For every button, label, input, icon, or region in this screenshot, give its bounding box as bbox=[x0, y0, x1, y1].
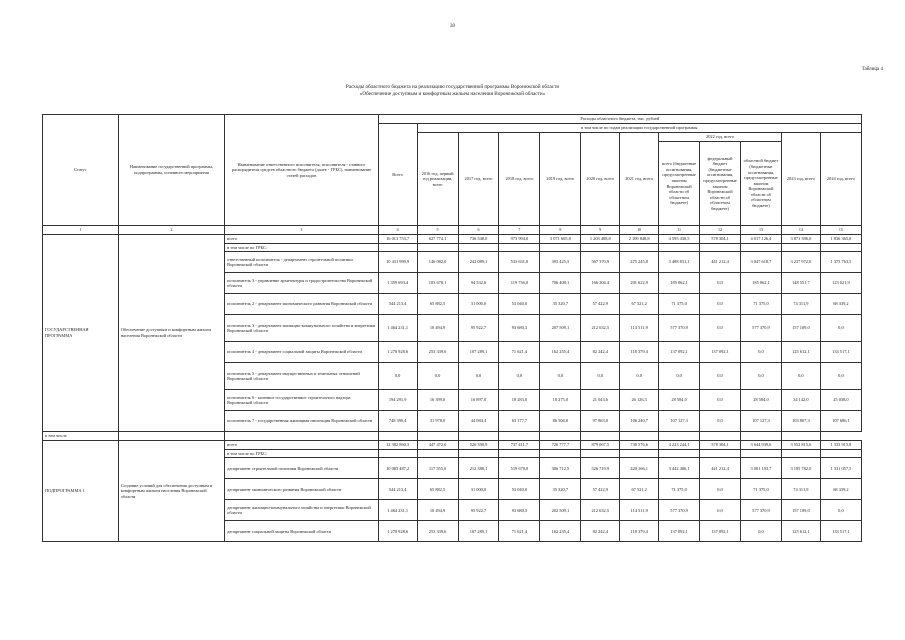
value-cell: 10 494,9 bbox=[417, 315, 458, 342]
value-cell: 107 289,1 bbox=[458, 521, 499, 542]
value-cell: 21 043,6 bbox=[581, 390, 620, 411]
value-cell bbox=[781, 449, 820, 458]
value-cell: 0,0 bbox=[740, 342, 781, 363]
value-cell: 95 922,7 bbox=[458, 500, 499, 521]
value-cell: 441 212,4 bbox=[700, 252, 741, 273]
value-cell: 207 509,1 bbox=[540, 315, 581, 342]
value-cell: 242 089,1 bbox=[458, 252, 499, 273]
value-cell: 3 071 605,8 bbox=[540, 234, 581, 243]
value-cell: 420 166,1 bbox=[620, 458, 659, 479]
value-cell: 4 017 126,4 bbox=[740, 234, 781, 243]
value-cell: 25 038,0 bbox=[820, 390, 861, 411]
column-number: 3 bbox=[225, 226, 379, 235]
column-number: 1 bbox=[43, 226, 119, 235]
value-cell: 3 442 406,1 bbox=[659, 458, 700, 479]
value-cell bbox=[700, 243, 741, 252]
value-cell bbox=[659, 243, 700, 252]
value-cell: 185 062,1 bbox=[659, 273, 700, 294]
value-cell: 71 375,0 bbox=[740, 294, 781, 315]
value-cell: 0,0 bbox=[620, 363, 659, 390]
value-cell: 16 897,0 bbox=[458, 390, 499, 411]
value-cell bbox=[581, 449, 620, 458]
header-program-name: Наименование государственной программы, подпрограммы, основного мероприятия bbox=[118, 115, 224, 226]
value-cell bbox=[820, 449, 861, 458]
value-cell bbox=[540, 449, 581, 458]
value-cell: 0,0 bbox=[700, 479, 741, 500]
header-2022-regional: областной бюджет (бюджетные ассигнования, предусмотренные законом Воронежской области об областном бюджете) bbox=[740, 142, 781, 226]
value-cell: 57 422,9 bbox=[581, 294, 620, 315]
header-2018: 2018 год, всего bbox=[499, 133, 540, 226]
value-cell: 201 622,9 bbox=[620, 273, 659, 294]
value-cell: 0,0 bbox=[820, 363, 861, 390]
value-cell: 35 320,7 bbox=[540, 479, 581, 500]
value-cell bbox=[499, 243, 540, 252]
value-cell: 117 555,0 bbox=[417, 458, 458, 479]
value-cell: 306 712,5 bbox=[540, 458, 581, 479]
value-cell: 93 680,3 bbox=[499, 315, 540, 342]
value-cell bbox=[417, 243, 458, 252]
value-cell: 31 000,0 bbox=[458, 479, 499, 500]
value-cell: 71 375,0 bbox=[740, 479, 781, 500]
value-cell: 0,0 bbox=[540, 363, 581, 390]
value-cell bbox=[620, 243, 659, 252]
value-cell: 544 213,4 bbox=[378, 479, 417, 500]
intermediate-row bbox=[43, 432, 862, 441]
value-cell: 44 084,4 bbox=[458, 411, 499, 432]
value-cell: 107 127,3 bbox=[740, 411, 781, 432]
value-cell: 123 021,9 bbox=[820, 273, 861, 294]
value-cell: 726 777,7 bbox=[540, 440, 581, 449]
row-label: всего bbox=[225, 234, 379, 243]
value-cell: 973 994,0 bbox=[499, 234, 540, 243]
value-cell: 879 067,5 bbox=[581, 440, 620, 449]
program-row bbox=[43, 234, 862, 243]
value-cell: 441 212,4 bbox=[700, 458, 741, 479]
value-cell: 28 584,0 bbox=[659, 390, 700, 411]
value-cell bbox=[499, 449, 540, 458]
column-numbers-row bbox=[43, 226, 862, 235]
column-number: 9 bbox=[581, 226, 620, 235]
value-cell: 1 331 057,5 bbox=[820, 458, 861, 479]
value-cell: 577 370,9 bbox=[740, 500, 781, 521]
header-executor: Наименование ответственного исполнителя, исполнителя - главного распорядителя средств областного бюджета (далее - ГРБС), наименование статей расходов bbox=[225, 115, 379, 226]
value-cell: 194 291,9 bbox=[378, 390, 417, 411]
value-cell: 97 863,0 bbox=[581, 411, 620, 432]
header-2016: 2016 год, первый год реализации, всего bbox=[417, 133, 458, 226]
header-2024: 2024 год, всего bbox=[820, 133, 861, 226]
value-cell: 4 595 430,5 bbox=[659, 234, 700, 243]
header-2021: 2021 год, всего bbox=[620, 133, 659, 226]
value-cell: 1 270 928,6 bbox=[378, 342, 417, 363]
header-2022-federal: федеральный бюджет (бюджетные ассигнования, предусмотренные законом Воронежской области об областном бюджете) bbox=[700, 142, 741, 226]
row-label: департамент строительной политики Воронежской области bbox=[225, 458, 379, 479]
value-cell: 103 807,3 bbox=[781, 411, 820, 432]
value-cell: 125 612,1 bbox=[781, 342, 820, 363]
subprogram-name: Создание условий для обеспечения доступным и комфортным жильем населения Воронежской области bbox=[118, 440, 224, 542]
column-number: 11 bbox=[659, 226, 700, 235]
value-cell: 0,0 bbox=[740, 521, 781, 542]
value-cell: 71 621,4 bbox=[499, 342, 540, 363]
value-cell: 1 464 231,1 bbox=[378, 315, 417, 342]
value-cell: 114 511,9 bbox=[620, 500, 659, 521]
value-cell: 185 062,1 bbox=[740, 273, 781, 294]
column-number: 6 bbox=[458, 226, 499, 235]
value-cell: 526 390,9 bbox=[458, 440, 499, 449]
title-line-2: «Обеспечение доступным и комфортным жильем населения Воронежской области» bbox=[359, 91, 546, 97]
value-cell: 71 375,0 bbox=[659, 294, 700, 315]
value-cell: 1 359 693,4 bbox=[378, 273, 417, 294]
value-cell: 533 631,0 bbox=[499, 252, 540, 273]
value-cell: 107 289,1 bbox=[458, 342, 499, 363]
value-cell: 0,0 bbox=[700, 390, 741, 411]
value-cell: 35 320,7 bbox=[540, 294, 581, 315]
value-cell bbox=[540, 243, 581, 252]
subprogram-status: ПОДПРОГРАММА 1 bbox=[43, 440, 119, 542]
value-cell: 137 092,1 bbox=[659, 521, 700, 542]
value-cell: 106 240,7 bbox=[620, 411, 659, 432]
value-cell bbox=[458, 449, 499, 458]
value-cell: 119 736,0 bbox=[499, 273, 540, 294]
row-label: исполнитель 6 - казенное государственное строительного надзора Воронежской области bbox=[225, 390, 379, 411]
table-label: Таблица 4 bbox=[861, 67, 883, 72]
value-cell: 157 109,0 bbox=[781, 500, 820, 521]
empty-cell bbox=[620, 432, 659, 441]
value-cell: 133 517,1 bbox=[820, 342, 861, 363]
program-status: ГОСУДАРСТВЕННАЯ ПРОГРАММА bbox=[43, 234, 119, 432]
header-2022-all: всего (бюджетные ассигнования, предусмотренные законом Воронежской области об областном бюджете) bbox=[659, 142, 700, 226]
column-number: 15 bbox=[820, 226, 861, 235]
value-cell: 12 382 860,3 bbox=[378, 440, 417, 449]
value-cell: 133 517,1 bbox=[820, 521, 861, 542]
empty-cell bbox=[700, 432, 741, 441]
value-cell: 544 213,4 bbox=[378, 294, 417, 315]
header-2022-total: 2022 год, всего bbox=[659, 133, 782, 142]
value-cell: 730 576,6 bbox=[620, 440, 659, 449]
row-label: в том числе по ГРБС: bbox=[225, 449, 379, 458]
row-label: департамент экономического развития Воронежской области bbox=[225, 479, 379, 500]
value-cell: 1 375 763,5 bbox=[820, 252, 861, 273]
value-cell: 212 388,1 bbox=[458, 458, 499, 479]
value-cell bbox=[417, 449, 458, 458]
value-cell bbox=[740, 449, 781, 458]
value-cell: 0,0 bbox=[458, 363, 499, 390]
value-cell: 3 644 939,6 bbox=[740, 440, 781, 449]
value-cell: 1 270 928,6 bbox=[378, 521, 417, 542]
empty-cell bbox=[417, 432, 458, 441]
empty-cell bbox=[458, 432, 499, 441]
value-cell bbox=[458, 243, 499, 252]
value-cell: 748 390,4 bbox=[378, 411, 417, 432]
value-cell: 3 871 396,0 bbox=[781, 234, 820, 243]
value-cell bbox=[700, 449, 741, 458]
value-cell: 166 304,4 bbox=[581, 273, 620, 294]
value-cell: 107 127,3 bbox=[659, 411, 700, 432]
value-cell: 10 083 487,2 bbox=[378, 458, 417, 479]
row-label: исполнитель 5 - департамент имущественных и земельных отношений Воронежской области bbox=[225, 363, 379, 390]
empty-cell bbox=[499, 432, 540, 441]
row-label: всего bbox=[225, 440, 379, 449]
value-cell: 103 678,1 bbox=[417, 273, 458, 294]
value-cell: 736 548,0 bbox=[458, 234, 499, 243]
value-cell: 82 242,4 bbox=[581, 521, 620, 542]
value-cell: 577 370,9 bbox=[659, 315, 700, 342]
value-cell: 475 245,8 bbox=[620, 252, 659, 273]
value-cell: 118 379,4 bbox=[620, 342, 659, 363]
value-cell: 18 275,0 bbox=[540, 390, 581, 411]
value-cell bbox=[740, 243, 781, 252]
value-cell: 2 109 848,8 bbox=[620, 234, 659, 243]
value-cell bbox=[659, 449, 700, 458]
value-cell: 519 670,0 bbox=[499, 458, 540, 479]
value-cell: 157 109,0 bbox=[781, 315, 820, 342]
value-cell: 3 237 972,0 bbox=[781, 252, 820, 273]
value-cell: 202 509,1 bbox=[540, 500, 581, 521]
value-cell: 63 177,7 bbox=[499, 411, 540, 432]
empty-cell bbox=[781, 432, 820, 441]
empty-cell bbox=[659, 432, 700, 441]
column-number: 5 bbox=[417, 226, 458, 235]
column-number: 13 bbox=[740, 226, 781, 235]
value-cell: 26 126,3 bbox=[620, 390, 659, 411]
header-total: Всего bbox=[378, 124, 417, 226]
value-cell: 28 584,0 bbox=[740, 390, 781, 411]
header-by-years: в том числе по годам реализации государственной программы bbox=[417, 124, 861, 133]
value-cell bbox=[378, 243, 417, 252]
row-label: исполнитель 4 - департамент социальной защиты Воронежской области bbox=[225, 342, 379, 363]
row-label: департамент социальной защиты Воронежской области bbox=[225, 521, 379, 542]
empty-cell bbox=[378, 432, 417, 441]
value-cell: 0,0 bbox=[581, 363, 620, 390]
value-cell: 526 719,9 bbox=[581, 458, 620, 479]
document-title bbox=[0, 84, 905, 98]
value-cell: 114 511,9 bbox=[620, 315, 659, 342]
intermediate-label: в том числе bbox=[43, 432, 119, 441]
value-cell: 10 494,9 bbox=[417, 500, 458, 521]
value-cell bbox=[378, 449, 417, 458]
value-cell: 71 621,4 bbox=[499, 521, 540, 542]
header-2019: 2019 год, всего bbox=[540, 133, 581, 226]
value-cell: 0,0 bbox=[378, 363, 417, 390]
value-cell: 57 422,9 bbox=[581, 479, 620, 500]
value-cell: 3 195 782,0 bbox=[781, 458, 820, 479]
value-cell: 567 370,9 bbox=[581, 252, 620, 273]
value-cell: 0,0 bbox=[700, 500, 741, 521]
row-label: исполнитель 3 - департамент жилищно-коммунального хозяйства и энергетики Воронежской области bbox=[225, 315, 379, 342]
value-cell: 0,0 bbox=[700, 315, 741, 342]
value-cell: 1 203 408,8 bbox=[581, 234, 620, 243]
value-cell: 107 686,1 bbox=[820, 411, 861, 432]
value-cell: 3 552 815,6 bbox=[781, 440, 820, 449]
value-cell: 65 882,5 bbox=[417, 294, 458, 315]
value-cell: 0,0 bbox=[740, 363, 781, 390]
value-cell: 125 612,1 bbox=[781, 521, 820, 542]
value-cell: 253 339,6 bbox=[417, 521, 458, 542]
value-cell: 10 431 999,9 bbox=[378, 252, 417, 273]
value-cell: 53 040,0 bbox=[499, 294, 540, 315]
value-cell: 706 408,1 bbox=[540, 273, 581, 294]
header-2017: 2017 год, всего bbox=[458, 133, 499, 226]
row-label: исполнитель 2 - департамент экономического развития Воронежской области bbox=[225, 294, 379, 315]
value-cell: 95 922,7 bbox=[458, 315, 499, 342]
value-cell: 447 472,0 bbox=[417, 440, 458, 449]
value-cell: 393 425,5 bbox=[540, 252, 581, 273]
value-cell: 0,0 bbox=[700, 411, 741, 432]
value-cell: 18 283,0 bbox=[499, 390, 540, 411]
value-cell: 0,0 bbox=[781, 363, 820, 390]
value-cell: 82 242,4 bbox=[581, 342, 620, 363]
value-cell: 16 013 753,7 bbox=[378, 234, 417, 243]
header-status: Статус bbox=[43, 115, 119, 226]
subprogram-row bbox=[43, 440, 862, 449]
value-cell: 137 092,1 bbox=[700, 342, 741, 363]
value-cell: 65 882,5 bbox=[417, 479, 458, 500]
column-number: 7 bbox=[499, 226, 540, 235]
value-cell: 31 000,0 bbox=[458, 294, 499, 315]
value-cell: 0,0 bbox=[820, 315, 861, 342]
value-cell bbox=[820, 243, 861, 252]
column-number: 12 bbox=[700, 226, 741, 235]
value-cell: 94 532,6 bbox=[458, 273, 499, 294]
value-cell: 74 311,9 bbox=[781, 479, 820, 500]
header-2023: 2023 год, всего bbox=[781, 133, 820, 226]
value-cell: 137 092,1 bbox=[700, 521, 741, 542]
page-number: 30 bbox=[450, 24, 455, 29]
value-cell: 68 339,2 bbox=[820, 294, 861, 315]
value-cell: 1 836 365,8 bbox=[820, 234, 861, 243]
value-cell: 212 632,5 bbox=[581, 315, 620, 342]
value-cell: 3 001 193,7 bbox=[740, 458, 781, 479]
value-cell: 0,0 bbox=[659, 363, 700, 390]
value-cell: 4 223 244,1 bbox=[659, 440, 700, 449]
value-cell: 0,0 bbox=[700, 294, 741, 315]
value-cell: 146 082,0 bbox=[417, 252, 458, 273]
value-cell: 0,0 bbox=[820, 500, 861, 521]
value-cell: 31 978,0 bbox=[417, 411, 458, 432]
value-cell: 578 304,1 bbox=[700, 440, 741, 449]
value-cell: 118 379,4 bbox=[620, 521, 659, 542]
empty-cell bbox=[118, 432, 224, 441]
value-cell: 3 488 831,1 bbox=[659, 252, 700, 273]
value-cell: 0,0 bbox=[700, 273, 741, 294]
empty-cell bbox=[540, 432, 581, 441]
value-cell: 162 235,4 bbox=[540, 521, 581, 542]
value-cell: 34 142,0 bbox=[781, 390, 820, 411]
row-label: ответственный исполнитель - департамент строительной политики Воронежской области bbox=[225, 252, 379, 273]
value-cell: 1 333 915,8 bbox=[820, 440, 861, 449]
value-cell: 71 375,0 bbox=[659, 479, 700, 500]
column-number: 4 bbox=[378, 226, 417, 235]
row-label: исполнитель 3 - управление архитектуры и градостроительства Воронежской области bbox=[225, 273, 379, 294]
value-cell: 68 339,2 bbox=[820, 479, 861, 500]
value-cell bbox=[620, 449, 659, 458]
column-number: 8 bbox=[540, 226, 581, 235]
value-cell: 1 464 231,1 bbox=[378, 500, 417, 521]
value-cell: 67 521,2 bbox=[620, 479, 659, 500]
value-cell: 148 551,7 bbox=[781, 273, 820, 294]
budget-table bbox=[42, 114, 862, 542]
value-cell: 627 774,1 bbox=[417, 234, 458, 243]
value-cell: 162 255,4 bbox=[540, 342, 581, 363]
column-number: 10 bbox=[620, 226, 659, 235]
value-cell: 86 504,0 bbox=[540, 411, 581, 432]
column-number: 14 bbox=[781, 226, 820, 235]
header-budget-group: Расходы областного бюджета, тыс. рублей bbox=[378, 115, 861, 124]
program-name: Обеспечение доступным и комфортным жильем населения Воронежской области bbox=[118, 234, 224, 432]
row-label: департамент жилищно-коммунального хозяйства и энергетики Воронежской области bbox=[225, 500, 379, 521]
value-cell: 137 092,1 bbox=[659, 342, 700, 363]
empty-cell bbox=[225, 432, 379, 441]
value-cell: 253 339,6 bbox=[417, 342, 458, 363]
empty-cell bbox=[740, 432, 781, 441]
row-label: исполнитель 7 - государственная жилищная инспекция Воронежской области bbox=[225, 411, 379, 432]
value-cell: 0,0 bbox=[499, 363, 540, 390]
value-cell: 0,0 bbox=[417, 363, 458, 390]
value-cell: 0,0 bbox=[700, 363, 741, 390]
value-cell: 16 399,0 bbox=[417, 390, 458, 411]
value-cell bbox=[781, 243, 820, 252]
value-cell: 577 370,9 bbox=[740, 315, 781, 342]
value-cell: 212 632,5 bbox=[581, 500, 620, 521]
value-cell: 578 304,1 bbox=[700, 234, 741, 243]
value-cell: 577 370,9 bbox=[659, 500, 700, 521]
header-2020: 2020 год, всего bbox=[581, 133, 620, 226]
value-cell: 93 680,3 bbox=[499, 500, 540, 521]
value-cell: 67 521,2 bbox=[620, 294, 659, 315]
title-line-1: Расходы областного бюджета на реализацию государственной программы Воронежской области bbox=[345, 84, 560, 90]
value-cell: 74 311,9 bbox=[781, 294, 820, 315]
empty-cell bbox=[581, 432, 620, 441]
row-label: в том числе по ГРБС: bbox=[225, 243, 379, 252]
value-cell bbox=[581, 243, 620, 252]
value-cell: 53 040,0 bbox=[499, 479, 540, 500]
value-cell: 3 047 618,7 bbox=[740, 252, 781, 273]
value-cell: 737 411,7 bbox=[499, 440, 540, 449]
column-number: 2 bbox=[118, 226, 224, 235]
